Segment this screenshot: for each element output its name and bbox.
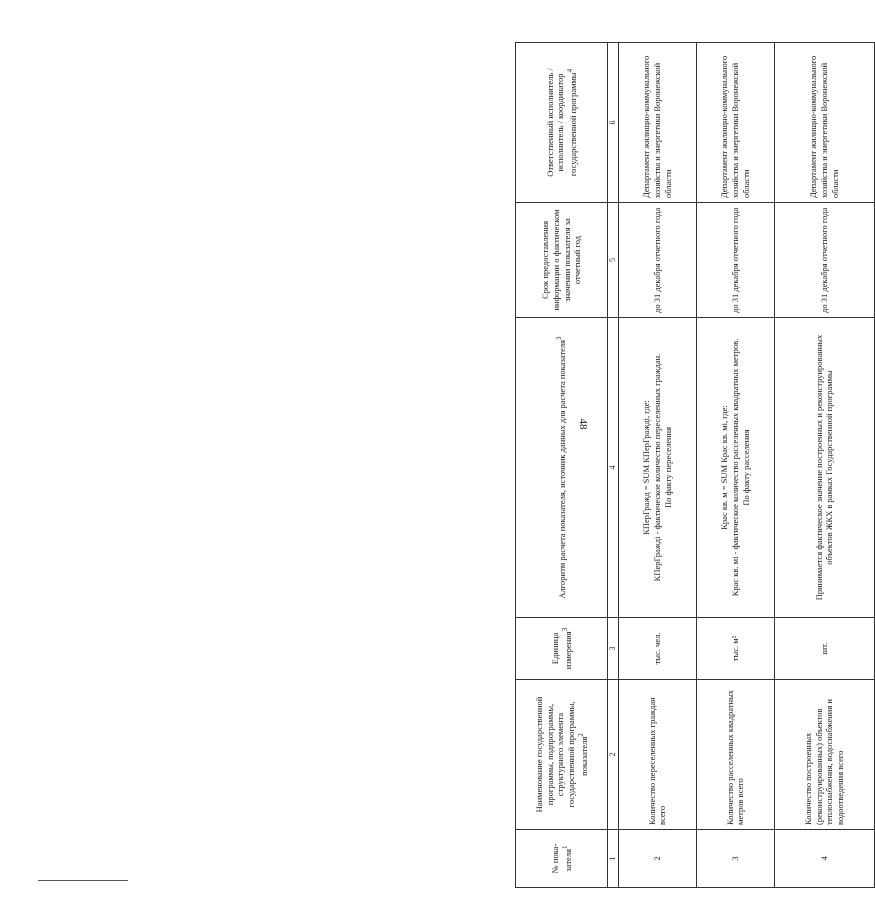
- row-number: 4: [774, 830, 874, 888]
- header-indicator-number: № пока-зателя$^1$: [516, 830, 608, 888]
- algorithm-line: КПерГраждi - фактическое количество переселенных граждан.: [652, 353, 663, 582]
- unit: тыс. м²: [696, 618, 774, 680]
- header-unit: Единица измерения$^3$: [516, 618, 608, 680]
- deadline: до 31 декабря отчетного года: [619, 203, 697, 318]
- column-number: 3: [608, 618, 619, 680]
- responsible: Департамент жилищно-коммунального хозяйства и энергетики Воронежской области: [774, 43, 874, 203]
- rotated-table-container: [515, 43, 875, 888]
- header-algorithm: Алгоритм расчета показателя, источник данных для расчета показателя$^3$: [516, 318, 608, 618]
- responsible: Департамент жилищно-коммунального хозяйства и энергетики Воронежской области: [619, 43, 697, 203]
- algorithm-line: По факту переселения: [662, 427, 673, 509]
- column-number: 2: [608, 680, 619, 830]
- indicators-table: [515, 42, 875, 888]
- indicator-name: Количество расселенных квадратных метров всего: [696, 680, 774, 830]
- column-number-row: [608, 43, 619, 888]
- column-number: 5: [608, 203, 619, 318]
- algorithm-line: Принимается фактическое значение построенных и реконструированных объектов ЖКХ в рамках Государственной программы: [813, 334, 835, 601]
- column-number: 4: [608, 318, 619, 618]
- algorithm-line: КПерГражд = SUM КПерГраждi, где:: [641, 400, 652, 535]
- table-row: [774, 43, 874, 888]
- unit: шт.: [774, 618, 874, 680]
- header-indicator-name: Наименование государственной программы, подпрограммы, структурного элемента государственной программы, показателя$^2$: [516, 680, 608, 830]
- algorithm-line: По факту расселения: [740, 429, 751, 506]
- header-deadline: Срок предоставления информации о фактическом значении показателя за отчетный год: [516, 203, 608, 318]
- page-number: 48: [577, 418, 589, 430]
- algorithm: [774, 318, 874, 618]
- algorithm: [619, 318, 697, 618]
- unit: тыс. чел.: [619, 618, 697, 680]
- deadline: до 31 декабря отчетного года: [774, 203, 874, 318]
- algorithm-line: Крас кв. м = SUM Крас кв. мi, где:: [719, 405, 730, 530]
- column-number: 6: [608, 43, 619, 203]
- algorithm: [696, 318, 774, 618]
- algorithm-line: Крас кв. мi - фактическое количество расселенных квадратных метров.: [729, 338, 740, 597]
- indicator-name: Количество построенных (реконструированных) объектов теплоснабжения, водоснабжения и водоотведения всего: [774, 680, 874, 830]
- row-number: 3: [696, 830, 774, 888]
- row-number: 2: [619, 830, 697, 888]
- header-row: [516, 43, 608, 888]
- indicator-name: Количество переселенных граждан всего: [619, 680, 697, 830]
- table-row: [619, 43, 697, 888]
- deadline: до 31 декабря отчетного года: [696, 203, 774, 318]
- header-responsible: Ответственный исполнитель / исполнитель / координатор государственной программы$^4$: [516, 43, 608, 203]
- column-number: 1: [608, 830, 619, 888]
- responsible: Департамент жилищно-коммунального хозяйства и энергетики Воронежской области: [696, 43, 774, 203]
- table-row: [696, 43, 774, 888]
- footnote-separator: [38, 880, 128, 881]
